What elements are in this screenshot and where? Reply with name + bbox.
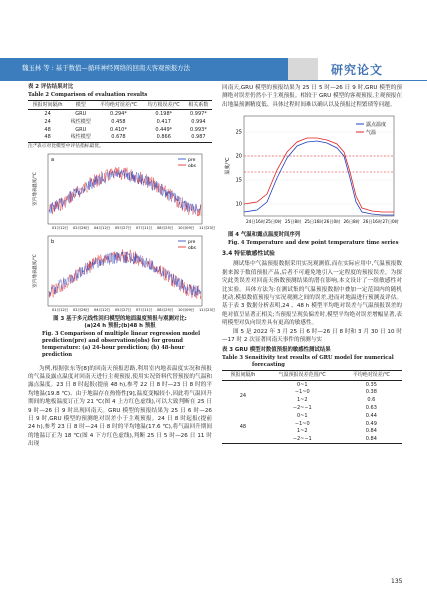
x-tick-label: 26日0时 xyxy=(324,219,341,225)
fig4-xticks xyxy=(246,218,400,225)
header-title: 魏玉林 等 : 基于数值—循环神经网络的回南天客观预报方法 xyxy=(22,64,191,72)
table-row: 48 线性模型 0.678 0.866 0.987 xyxy=(28,134,212,142)
table3-header: 气温预报误差范围/℃ xyxy=(264,371,341,381)
legend-pre: pre xyxy=(188,157,196,163)
x-tick-label: 01月12日 xyxy=(52,225,69,230)
table-row: −2~−1 0.63 xyxy=(292,405,377,412)
y-tick-label: 10 xyxy=(235,201,242,208)
header-spacer xyxy=(288,58,318,80)
panel-b-xticks xyxy=(52,307,216,312)
table2-header: 均方根误差/℃ xyxy=(143,100,185,110)
fig4-ylabel: 温度/℃ xyxy=(225,157,231,175)
table3 xyxy=(222,370,402,444)
x-tick-label: 24日16时 xyxy=(246,219,266,225)
right-column xyxy=(222,84,402,444)
table-row: 1~2 0.6 xyxy=(297,397,376,404)
top-margin xyxy=(0,0,427,58)
table2-header: 预报时间隔/h xyxy=(28,100,67,110)
panel-b-ylabel: 室内地表温度/℃ xyxy=(33,253,38,288)
x-tick-label: 05月27日 xyxy=(115,307,132,312)
x-tick-label: 02月26日 xyxy=(73,307,90,312)
x-tick-label: 10月09日 xyxy=(178,225,195,230)
fig4-temp-line xyxy=(244,138,394,212)
panel-a-xticks xyxy=(52,225,216,230)
x-tick-label: 10月09日 xyxy=(178,307,195,312)
table-row: 24 0~1 0.35 xyxy=(239,381,377,400)
table2 xyxy=(28,100,212,143)
panel-a-label: a xyxy=(51,156,55,163)
panel-a-obs-line xyxy=(49,167,201,216)
x-tick-label: 04月12日 xyxy=(94,225,111,230)
panel-b-pre-line xyxy=(49,251,201,296)
header-title-bar xyxy=(0,58,288,80)
table-row: 48 GRU 0.410* 0.449* 0.993* xyxy=(44,126,207,133)
table2-note: 注:*表示对比模型中评估指标最优。 xyxy=(28,143,104,149)
right-body-text-2: 测试集中气温预报数据采用实况观测值,而在实际应用中,气温预报数据来源于数值预报产品,后者不可避免地引入一定程度的预报误差。为探究此类误差对回南天指数预测结果的潜在影响,本文设计了一组敏感性对比实验。具体方法为:在测试集的气温预报数据中叠加一定范围内的随机扰动,模拟数值预报与实况观测之间的误差,进而对地温进行预测及评估。基于表 3 数据分析表明,24 、48 h 模型平均绝对误差与气温预报误差的绝对值呈显著正相关;当预报呈现负偏差时,模型平均绝对误差增幅显著,表明模型对负向误差具有更高的敏感性。 xyxy=(222,261,402,327)
x-tick-label: 11月23日 xyxy=(199,307,216,312)
legend-temp: 气温 xyxy=(366,130,377,137)
fig3-caption-en: Fig. 3 Comparison of multiple linear regression model prediction(pre) and observation(obs) for ground temperature: (a) 24-hour prediction; (b) 48-hour prediction xyxy=(42,330,201,359)
legend-obs: obs xyxy=(188,163,196,169)
table-row: 24 线性模型 0.458 0.417 0.994 xyxy=(44,118,206,125)
table3-header: 平均绝对误差/℃ xyxy=(341,371,402,381)
x-tick-label: 04月12日 xyxy=(94,307,111,312)
x-tick-label: 02月26日 xyxy=(73,225,90,230)
page-number: 135 xyxy=(391,578,403,585)
running-header xyxy=(0,58,427,80)
left-body-text: 为例,根据张东等[8]的回南天预报思路,利用室内地表温度实况和预报的气温及露点温度对回南天进行主观预报,使用实况资料代替预报的气温和露点温度。23 日 8 时起报(提前 48 h),参考 22 日 8 时—23 日 8 时的平均地温(19.8 ℃)、由于地温存在热惰性[9],温度变幅较小,因此将气温回升期间的地板温度订正为 21 ℃(图 4 上方红色虚线),可以大致判断在 25 日 9 时—26 日 9 时出现回南天。GRU 模型的预报结果为 25 日 6 时—26 日 9 时,GRU 模型的预测绝对误差小于主观预报。24 日 8 时起报(提前 24 h),参考 23 日 8 时—24 日 8 时的平均地温(17.6 ℃),将气温回升期间的地温订正为 18 ℃(图 4 下方红色虚线),判断 25 日 5 时—26 日 11 时出现 xyxy=(28,365,212,448)
table3-header: 预报间隔/h xyxy=(222,371,264,381)
legend-obs: obs xyxy=(188,245,196,251)
table3-caption-en-1: Table 3 Sensitivity test results of GRU model for numerical xyxy=(222,355,394,362)
header-rule xyxy=(0,80,427,81)
x-tick-label: 25日8时 xyxy=(285,219,302,225)
table-row: −1~0 0.38 xyxy=(294,389,377,396)
panel-b-label: b xyxy=(51,238,55,245)
figure3 xyxy=(28,152,216,314)
table2-caption-cn: 表 2 评估结果对比 xyxy=(28,84,74,90)
table2-header: 平均绝对误差/℃ xyxy=(94,100,142,110)
fig3-caption-cn-1: 图 3 基于多元线性回归模型的地面温度预报与观测对比: xyxy=(53,315,187,322)
fig3-caption-cn-2: (a)24 h 预报;(b)48 h 预报 xyxy=(84,323,156,330)
section-heading: 3.4 特征敏感性试验 xyxy=(222,251,275,258)
x-tick-label: 07月11日 xyxy=(136,307,153,312)
x-tick-label: 27日0时 xyxy=(382,219,399,225)
right-body-text-3: 图 5 是 2022 年 3 月 25 日 6 时—26 日 8 时和 3 月 30 日 10 时—17 时 2 次显著回南天事件的预测与实 xyxy=(222,328,402,344)
table-row: 48 0~1 0.44 xyxy=(222,412,402,420)
x-tick-label: 26日8时 xyxy=(343,219,360,225)
figure4 xyxy=(222,112,402,232)
fig4-gridlines xyxy=(244,132,394,204)
right-body-text-1: 回南天,GRU 模型的预报结果为 25 日 5 时—26 日 9 时,GRU 模型的预测绝对误差仍然小于主观预报。相较于 GRU 模型的客观预报,主观预报在出地温预测精度低、具体过程时间难以确认以及预报过程繁琐等问题。 xyxy=(222,85,402,108)
fig4-yticks xyxy=(236,130,242,208)
x-tick-label: 08月25日 xyxy=(157,225,174,230)
legend-dew: 露点温度 xyxy=(366,122,387,129)
table-row: 1~2 0.84 xyxy=(297,428,377,435)
table2-caption-en: Table 2 Comparison of evaluation results xyxy=(28,91,148,98)
x-tick-label: 01月12日 xyxy=(52,307,69,312)
left-column xyxy=(28,84,216,449)
table-row: 24 GRU 0.294* 0.198* 0.997* xyxy=(44,110,207,117)
table-row: −1~0 0.49 xyxy=(294,420,377,427)
fig4-caption-cn: 图 4 气温和露点温度时间序列 xyxy=(228,232,301,239)
panel-b-frame xyxy=(48,236,202,306)
x-tick-label: 05月27日 xyxy=(115,225,132,230)
table-row: −2~−1 0.84 xyxy=(222,436,402,444)
x-tick-label: 08月25日 xyxy=(157,307,174,312)
table3-caption-cn: 表 3 GRU 模型对数值预报的敏感性测试结果 xyxy=(222,347,331,354)
x-tick-label: 25日0时 xyxy=(265,219,282,225)
x-tick-label: 25日16时 xyxy=(304,219,324,225)
x-tick-label: 11月23日 xyxy=(199,225,216,230)
fig4-caption-en: Fig. 4 Temperature and dew point temperature time series xyxy=(228,239,399,246)
x-tick-label: 26日16时 xyxy=(363,219,383,225)
header-category: 研究论文 xyxy=(331,63,384,77)
y-tick-label: 25 xyxy=(235,129,242,136)
legend-pre: pre xyxy=(188,239,196,245)
table3-caption-en-2: forecasting xyxy=(252,362,285,369)
panel-a-ylabel: 室内地表温度/℃ xyxy=(33,171,38,206)
x-tick-label: 07月11日 xyxy=(136,225,153,230)
table2-header: 模型 xyxy=(67,100,94,110)
panel-a-frame xyxy=(48,154,202,224)
y-tick-label: 15 xyxy=(235,177,242,184)
table2-header: 相关系数 xyxy=(185,100,212,110)
y-tick-label: 20 xyxy=(235,153,242,160)
